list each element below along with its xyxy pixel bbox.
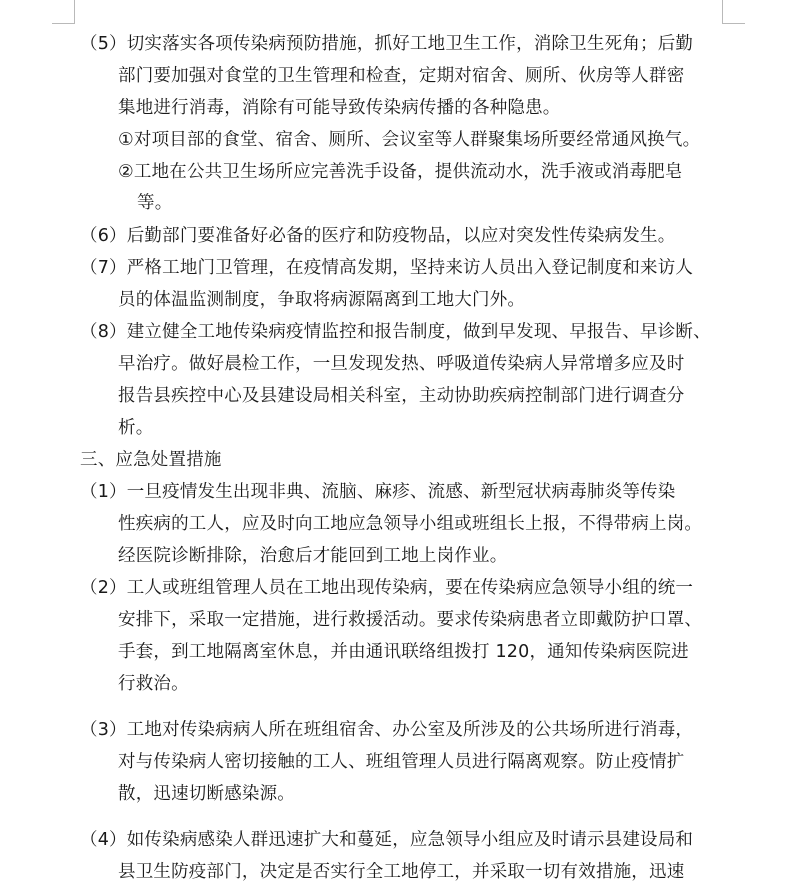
- document-line: 手套，到工地隔离室休息，并由通讯联络组拨打 120，通知传染病医院进: [118, 642, 689, 662]
- document-line: （2）工人或班组管理人员在工地出现传染病，要在传染病应急领导小组的统一: [80, 578, 694, 598]
- section-heading: 三、应急处置措施: [80, 450, 222, 470]
- document-line: 安排下，采取一定措施，进行救援活动。要求传染病患者立即戴防护口罩、: [118, 610, 703, 630]
- document-line: 部门要加强对食堂的卫生管理和检查，定期对宿舍、厕所、伙房等人群密: [118, 66, 685, 86]
- document-line: （6）后勤部门要准备好必备的医疗和防疫物品，以应对突发性传染病发生。: [80, 226, 676, 246]
- document-line: （4）如传染病感染人群迅速扩大和蔓延，应急领导小组应及时请示县建设局和: [80, 830, 694, 850]
- document-line: 行救治。: [118, 674, 189, 694]
- crop-mark-right-vertical: [722, 0, 723, 24]
- document-line: 早治疗。做好晨检工作，一旦发现发热、呼吸道传染病人异常增多应及时: [118, 354, 685, 374]
- document-line: 经医院诊断排除，治愈后才能回到工地上岗作业。: [118, 546, 508, 566]
- document-line: 员的体温监测制度，争取将病源隔离到工地大门外。: [118, 290, 526, 310]
- crop-mark-left-vertical: [74, 0, 75, 24]
- document-line: 集地进行消毒，消除有可能导致传染病传播的各种隐患。: [118, 98, 561, 118]
- document-line: 报告县疾控中心及县建设局相关科室，主动协助疾病控制部门进行调查分: [118, 386, 685, 406]
- document-line: （5）切实落实各项传染病预防措施，抓好工地卫生工作，消除卫生死角；后勤: [80, 34, 694, 54]
- document-line: 对与传染病人密切接触的工人、班组管理人员进行隔离观察。防止疫情扩: [118, 752, 685, 772]
- document-line: （3）工地对传染病病人所在班组宿舍、办公室及所涉及的公共场所进行消毒，: [80, 720, 694, 740]
- document-line: ②工地在公共卫生场所应完善洗手设备，提供流动水，洗手液或消毒肥皂: [118, 162, 683, 182]
- crop-mark-left-horizontal: [52, 23, 75, 24]
- document-line: （7）严格工地门卫管理，在疫情高发期，坚持来访人员出入登记制度和来访人: [80, 258, 694, 278]
- document-line: 散，迅速切断感染源。: [118, 784, 295, 804]
- document-line: （8）建立健全工地传染病疫情监控和报告制度，做到早发现、早报告、早诊断、: [80, 322, 711, 342]
- document-line: 等。: [137, 193, 173, 213]
- crop-mark-right-horizontal: [722, 23, 745, 24]
- document-line: 析。: [118, 418, 154, 438]
- document-line: （1）一旦疫情发生出现非典、流脑、麻疹、流感、新型冠状病毒肺炎等传染: [80, 482, 676, 502]
- document-line: ①对项目部的食堂、宿舍、厕所、会议室等人群聚集场所要经常通风换气。: [118, 130, 701, 150]
- document-line: 性疾病的工人，应及时向工地应急领导小组或班组长上报，不得带病上岗。: [118, 514, 703, 534]
- document-line: 县卫生防疫部门，决定是否实行全工地停工，并采取一切有效措施，迅速: [118, 862, 685, 882]
